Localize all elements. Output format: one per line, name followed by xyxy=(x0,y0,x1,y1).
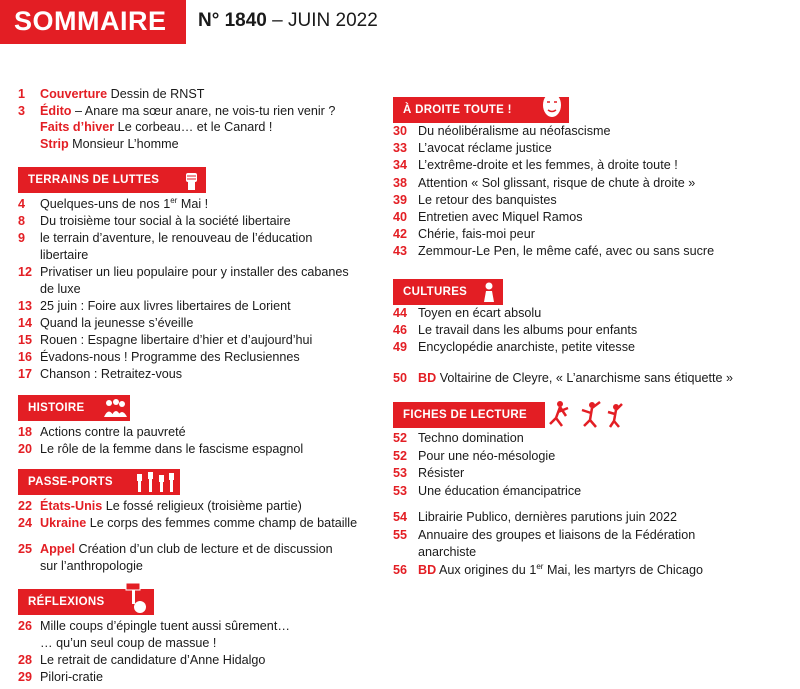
entry-keyword: États-Unis xyxy=(40,499,103,513)
entry-keyword: Ukraine xyxy=(40,516,87,530)
entry-text: L’avocat réclame justice xyxy=(418,141,552,156)
entry-title xyxy=(418,227,535,242)
entry-text: Une éducation émancipatrice xyxy=(418,484,582,499)
page-number: 38 xyxy=(393,175,408,190)
page-number: 9 xyxy=(18,231,26,245)
entry-title xyxy=(418,371,733,386)
entry-title xyxy=(40,425,186,440)
fist-icon xyxy=(181,169,203,191)
page-number: 12 xyxy=(18,265,33,279)
entry-text: sur l’anthropologie xyxy=(40,559,143,573)
entry-text: Le corbeau… et le Canard ! xyxy=(114,120,273,134)
entry-text: Entretien avec Miquel Ramos xyxy=(418,210,583,224)
hammer-icon xyxy=(124,581,150,615)
entry-title xyxy=(418,466,464,481)
issue-number: N° 1840 xyxy=(198,10,267,31)
entry-keyword: BD xyxy=(418,371,437,385)
section-header-cultures xyxy=(393,279,503,305)
entry-title xyxy=(418,193,557,208)
entry-title xyxy=(418,563,703,578)
page-number: 25 xyxy=(18,542,33,556)
entry-keyword: Couverture xyxy=(40,87,108,101)
entry-title xyxy=(40,333,312,348)
page-number: 53 xyxy=(393,466,408,481)
page-number: 13 xyxy=(18,299,33,313)
raised-fists-icon xyxy=(134,471,176,493)
entry-title xyxy=(418,158,678,173)
section-title: HISTOIRE xyxy=(28,402,85,414)
page-number: 28 xyxy=(18,653,33,667)
entry-keyword: Édito xyxy=(40,103,72,118)
section-title: CULTURES xyxy=(403,286,468,298)
entry-title xyxy=(40,499,302,514)
section-header-reflexions xyxy=(18,589,154,615)
page-number: 53 xyxy=(393,484,408,499)
page-number: 15 xyxy=(18,333,33,347)
page-title: SOMMAIRE xyxy=(14,6,167,36)
entry-text: le terrain d’aventure, le renouveau de l’éducation xyxy=(40,231,313,245)
page-number: 22 xyxy=(18,499,33,513)
entry-title xyxy=(40,670,103,685)
entry-text: Évadons-nous ! Programme des Reclusiennes xyxy=(40,350,300,364)
entry-text: Mille coups d’épingle tuent aussi sûrement… xyxy=(40,619,290,633)
entry-text: Annuaire des groupes et liaisons de la Fédération xyxy=(418,527,696,542)
entry-text: Le fossé religieux (troisième partie) xyxy=(102,499,302,513)
entry-text: L’extrême-droite et les femmes, à droite toute ! xyxy=(418,158,678,173)
section-header-fiches xyxy=(393,402,545,428)
entry-text: Zemmour-Le Pen, le même café, avec ou sans sucre xyxy=(418,244,715,259)
entry-text: Le rôle de la femme dans le fascisme espagnol xyxy=(40,442,304,456)
crowd-icon xyxy=(102,397,128,419)
entry-title xyxy=(40,265,349,280)
section-header-terrains xyxy=(18,167,206,193)
figure-icon xyxy=(479,281,499,303)
entry-title xyxy=(418,545,476,560)
superscript: er xyxy=(170,195,178,205)
entry-title xyxy=(418,124,611,139)
entry-text: Chérie, fais-moi peur xyxy=(418,227,535,242)
entry-title xyxy=(418,528,695,543)
entry-title xyxy=(40,516,357,531)
entry-keyword: Appel xyxy=(40,542,75,556)
entry-text: Mai ! xyxy=(177,197,209,211)
entry-title xyxy=(418,484,581,499)
issue-info xyxy=(198,10,378,32)
entry-title xyxy=(418,141,552,156)
section-title: À DROITE TOUTE ! xyxy=(403,104,512,116)
entry-title xyxy=(418,340,635,355)
entry-text: Pour une néo-mésologie xyxy=(418,448,556,463)
dancers-icon xyxy=(546,398,626,430)
page-number: 52 xyxy=(393,448,408,463)
entry-title xyxy=(40,120,272,135)
entry-text: Encyclopédie anarchiste, petite vitesse xyxy=(418,340,636,355)
entry-text: Le corps des femmes comme champ de bataille xyxy=(86,516,358,530)
page-number: 39 xyxy=(393,192,408,207)
entry-title xyxy=(418,449,555,464)
page-number: 34 xyxy=(393,158,408,173)
entry-title xyxy=(418,510,677,525)
entry-title xyxy=(40,559,143,574)
page-number: 46 xyxy=(393,323,408,338)
page-number: 18 xyxy=(18,425,33,439)
entry-title xyxy=(418,244,714,259)
entry-title xyxy=(40,282,81,297)
page-number: 49 xyxy=(393,340,408,355)
page-number: 1 xyxy=(18,87,26,101)
section-title: PASSE-PORTS xyxy=(28,476,113,488)
page-number: 40 xyxy=(393,210,408,224)
entry-text: Le retrait de candidature d’Anne Hidalgo xyxy=(40,653,266,667)
face-icon xyxy=(539,91,565,123)
entry-text: Le retour des banquistes xyxy=(418,192,557,207)
entry-title xyxy=(418,176,695,191)
entry-title xyxy=(40,653,265,668)
page-number: 16 xyxy=(18,350,33,364)
entry-text: Chanson : Retraitez-vous xyxy=(40,367,183,381)
page-number: 3 xyxy=(18,103,26,118)
entry-title xyxy=(40,367,182,382)
entry-title xyxy=(418,431,524,446)
page-number: 44 xyxy=(393,306,408,320)
entry-title xyxy=(40,104,335,119)
entry-text: Quand la jeunesse s’éveille xyxy=(40,316,194,330)
page-number: 56 xyxy=(393,563,408,578)
entry-title xyxy=(40,316,193,331)
page-number: 43 xyxy=(393,244,408,259)
entry-title xyxy=(418,210,583,225)
entry-text: Techno domination xyxy=(418,431,524,445)
entry-text: de luxe xyxy=(40,282,81,296)
entry-title xyxy=(40,619,290,634)
entry-text: Dessin de RNST xyxy=(107,87,205,101)
entry-keyword: BD xyxy=(418,563,437,578)
page-number: 30 xyxy=(393,124,408,138)
entry-text: Librairie Publico, dernières parutions juin 2022 xyxy=(418,510,678,524)
entry-text: Résister xyxy=(418,466,465,481)
entry-keyword: Faits d’hiver xyxy=(40,120,115,134)
page-number: 20 xyxy=(18,442,33,456)
superscript: er xyxy=(536,561,544,571)
page-number: 26 xyxy=(18,619,33,633)
page-number: 50 xyxy=(393,371,408,385)
entry-title xyxy=(40,87,204,102)
entry-keyword: Strip xyxy=(40,136,69,151)
entry-title xyxy=(40,197,208,212)
entry-text: Privatiser un lieu populaire pour y installer des cabanes xyxy=(40,265,349,279)
entry-text: Rouen : Espagne libertaire d’hier et d’aujourd’hui xyxy=(40,333,313,347)
entry-text: Mai, les martyrs de Chicago xyxy=(543,563,704,578)
title-banner xyxy=(0,0,186,44)
entry-title xyxy=(418,306,541,321)
page-number: 8 xyxy=(18,214,26,228)
section-title: RÉFLEXIONS xyxy=(28,596,105,608)
entry-text: Attention « Sol glissant, risque de chute à droite » xyxy=(418,175,696,190)
entry-title xyxy=(40,636,216,651)
entry-text: libertaire xyxy=(40,248,89,262)
page-number: 14 xyxy=(18,316,33,330)
page-number: 42 xyxy=(393,227,408,242)
entry-title xyxy=(40,299,291,314)
entry-text: Monsieur L’homme xyxy=(68,136,179,151)
entry-text: Du néolibéralisme au néofascisme xyxy=(418,124,611,138)
entry-title xyxy=(40,137,179,152)
entry-text: Actions contre la pauvreté xyxy=(40,425,186,439)
page-number: 33 xyxy=(393,141,408,156)
entry-title xyxy=(40,231,312,246)
page-number: 55 xyxy=(393,527,408,542)
entry-text: Pilori-cratie xyxy=(40,670,103,684)
entry-text: Le travail dans les albums pour enfants xyxy=(418,323,638,338)
entry-title xyxy=(40,542,333,557)
entry-title xyxy=(418,323,637,338)
entry-text: Quelques-uns de nos 1 xyxy=(40,197,171,211)
page-number: 52 xyxy=(393,431,408,445)
entry-text: … qu’un seul coup de massue ! xyxy=(40,636,217,650)
page-number: 4 xyxy=(18,197,26,211)
entry-title xyxy=(40,350,300,365)
entry-text: Aux origines du 1 xyxy=(436,563,537,578)
entry-text: anarchiste xyxy=(418,545,477,560)
page-number: 17 xyxy=(18,367,33,381)
page-number: 29 xyxy=(18,670,33,684)
entry-text: Du troisième tour social à la société libertaire xyxy=(40,214,291,228)
section-header-droite xyxy=(393,97,569,123)
entry-title xyxy=(40,442,303,457)
section-title: TERRAINS DE LUTTES xyxy=(28,174,160,186)
section-header-histoire xyxy=(18,395,130,421)
page-number: 24 xyxy=(18,516,33,530)
entry-title xyxy=(40,248,88,263)
entry-text: Création d’un club de lecture et de discussion xyxy=(74,542,333,556)
issue-date: – JUIN 2022 xyxy=(272,10,378,31)
entry-text: Voltairine de Cleyre, « L’anarchisme sans étiquette » xyxy=(436,371,734,385)
section-title: FICHES DE LECTURE xyxy=(403,409,527,421)
entry-text: 25 juin : Foire aux livres libertaires de Lorient xyxy=(40,299,291,313)
entry-title xyxy=(40,214,291,229)
entry-text: Toyen en écart absolu xyxy=(418,306,542,320)
section-header-passeports xyxy=(18,469,180,495)
entry-text: – Anare ma sœur anare, ne vois-tu rien venir ? xyxy=(71,103,336,118)
page-number: 54 xyxy=(393,510,408,524)
